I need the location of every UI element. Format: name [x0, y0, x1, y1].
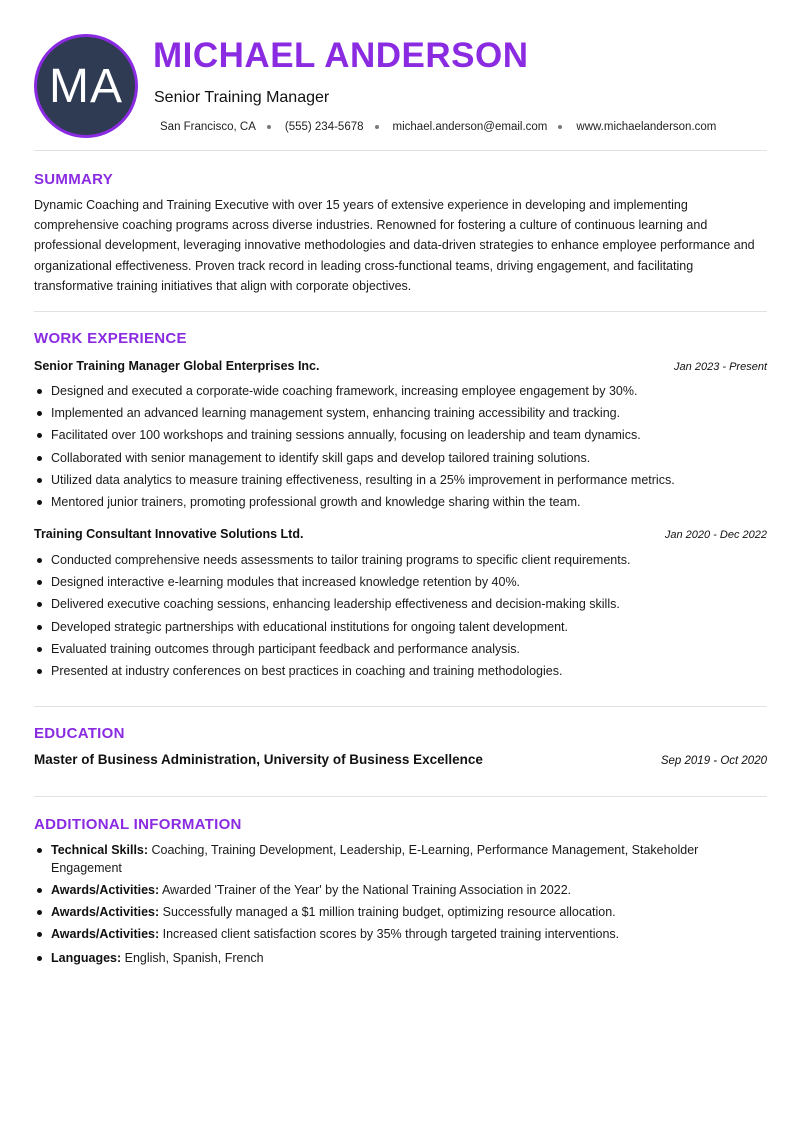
list-item [34, 903, 769, 921]
contact-website[interactable]: www.michaelanderson.com [576, 121, 717, 133]
experience-heading: WORK EXPERIENCE [34, 330, 187, 347]
list-item: Delivered executive coaching sessions, enhancing leadership effectiveness and decision-making skills. [34, 593, 769, 615]
list-item: Collaborated with senior management to identify skill gaps and develop tailored training solutions. [34, 447, 769, 469]
divider [34, 796, 767, 797]
candidate-role: Senior Training Manager [154, 89, 330, 106]
info-key: Awards/Activities: [51, 883, 160, 897]
summary-text: Dynamic Coaching and Training Executive with over 15 years of extensive experience in developing and implementing comprehensive coaching programs across diverse industries. Renowned for fostering a culture of continuous learning and professional development, leveraging innovative methodologies and data-driven strategies to enhance employee performance and organizational effectiveness. Proven track record in leading cross-functional teams, driving engagement, and facilitating transformative training initiatives that align with corporate objectives. [34, 198, 755, 293]
contact-phone: (555) 234-5678 [284, 121, 364, 133]
info-key: Technical Skills: [51, 843, 149, 857]
additional-info-list [34, 841, 769, 971]
list-item: Mentored junior trainers, promoting professional growth and knowledge sharing within the team. [34, 491, 769, 513]
list-item: Facilitated over 100 workshops and training sessions annually, focusing on leadership and team dynamics. [34, 424, 769, 446]
job-bullet-list [34, 549, 769, 682]
job-date: Jan 2020 - Dec 2022 [664, 529, 767, 541]
divider [34, 706, 767, 707]
list-item [34, 949, 769, 967]
job-title: Senior Training Manager Global Enterprises Inc. [34, 359, 320, 373]
separator-dot [558, 125, 562, 129]
contact-email[interactable]: michael.anderson@email.com [392, 121, 548, 133]
additional-heading: ADDITIONAL INFORMATION [34, 816, 242, 833]
list-item: Presented at industry conferences on best practices in coaching and training methodologies. [34, 660, 769, 682]
job-header [34, 359, 767, 373]
job-title: Training Consultant Innovative Solutions Ltd. [34, 527, 304, 541]
summary-heading: SUMMARY [34, 171, 114, 188]
info-key: Languages: [51, 951, 122, 965]
list-item: Designed and executed a corporate-wide coaching framework, increasing employee engagement by 30%. [34, 380, 769, 402]
avatar-initials: MA [49, 59, 123, 113]
list-item: Conducted comprehensive needs assessments to tailor training programs to specific client requirements. [34, 549, 769, 571]
info-value: Awarded 'Trainer of the Year' by the National Training Association in 2022. [159, 883, 572, 897]
job-bullet-list [34, 380, 769, 513]
list-item [34, 841, 769, 877]
education-heading: EDUCATION [34, 725, 125, 742]
contact-row [160, 121, 716, 133]
info-value: Increased client satisfaction scores by 35% through targeted training interventions. [159, 927, 620, 941]
education-date: Sep 2019 - Oct 2020 [660, 755, 767, 767]
info-key: Awards/Activities: [51, 927, 160, 941]
contact-location: San Francisco, CA [160, 121, 256, 133]
list-item [34, 881, 769, 899]
candidate-name: MICHAEL ANDERSON [153, 36, 529, 75]
resume-header [0, 0, 800, 150]
info-value: Coaching, Training Development, Leadership, E-Learning, Performance Management, Stakeholder Engagement [51, 843, 699, 875]
info-value: Successfully managed a $1 million training budget, optimizing resource allocation. [159, 905, 616, 919]
list-item: Evaluated training outcomes through participant feedback and performance analysis. [34, 638, 769, 660]
divider [34, 311, 767, 312]
avatar [34, 34, 138, 138]
education-entry [34, 752, 767, 767]
education-degree: Master of Business Administration, University of Business Excellence [34, 752, 483, 767]
info-key: Awards/Activities: [51, 905, 160, 919]
info-value: English, Spanish, French [121, 951, 264, 965]
list-item: Designed interactive e-learning modules that increased knowledge retention by 40%. [34, 571, 769, 593]
list-item [34, 925, 769, 943]
divider [34, 150, 767, 151]
list-item: Developed strategic partnerships with educational institutions for ongoing talent development. [34, 616, 769, 638]
list-item: Implemented an advanced learning management system, enhancing training accessibility and tracking. [34, 402, 769, 424]
job-header [34, 527, 767, 541]
separator-dot [375, 125, 379, 129]
list-item: Utilized data analytics to measure training effectiveness, resulting in a 25% improvement in performance metrics. [34, 469, 769, 491]
job-date: Jan 2023 - Present [674, 361, 767, 373]
separator-dot [267, 125, 271, 129]
